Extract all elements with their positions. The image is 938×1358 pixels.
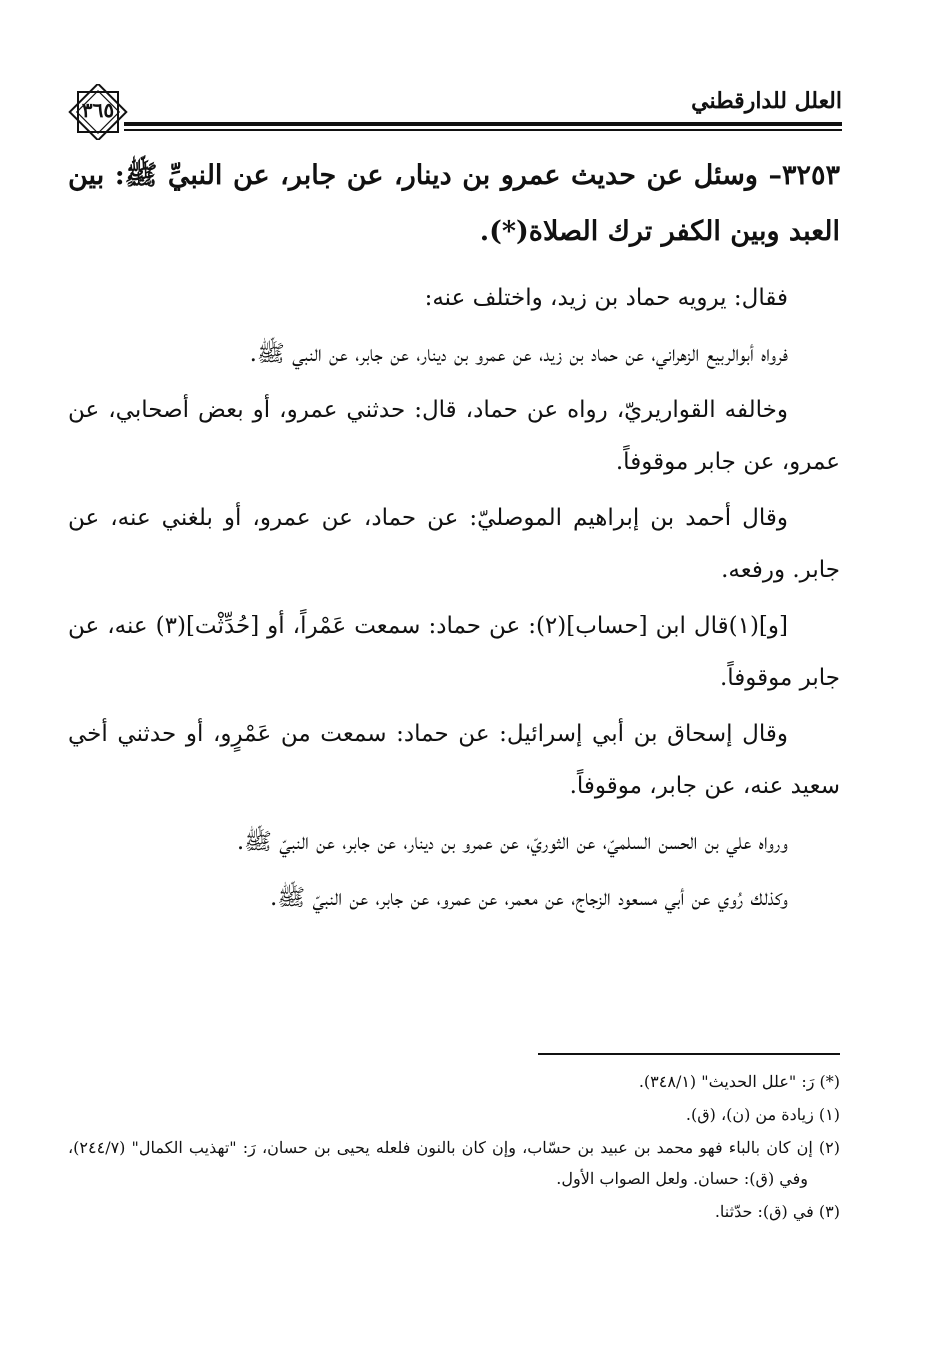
paragraph: فرواه أبوالربيع الزهراني، عن حماد بن زيد، عن عمرو بن دينار، عن جابر، عن النبي ﷺ. [249,341,788,367]
running-title: العلل للدارقطني [691,88,842,114]
paragraph: وقال أحمد بن إبراهيم الموصليّ: عن حماد، عن عمرو، أو بلغني عنه، عن جابر. ورفعه. [68,505,840,583]
paragraph: وقال إسحاق بن أبي إسرائيل: عن حماد: سمعت من عَمْرٍو، أو حدثني أخي سعيد عنه، عن جابر، موقوفاً. [68,721,840,799]
footnote-separator [538,1053,840,1055]
page-number: ٣٦٥ [81,98,115,122]
entry-heading: ٣٢٥٣– وسئل عن حديث عمرو بن دينار، عن جابر، عن النبيِّ ﷺ: بين العبد وبين الكفر ترك الصلاة(*). [68,160,840,247]
paragraph: وخالفه القواريريّ، رواه عن حماد، قال: حدثني عمرو، أو بعض أصحابي، عن عمرو، عن جابر موقوفاً. [68,397,840,475]
paragraph: وكذلك رُوي عن أبي مسعود الزجاج، عن معمر، عن عمرو، عن جابر، عن النبيّ ﷺ. [270,885,788,911]
main-text [68,148,840,928]
footnote: (٢) إن كان بالباء فهو محمد بن عبيد بن حسّاب، وإن كان بالنون فلعله يحيى بن حسان، رَ: "تهذيب الكمال" (٢٤٤/٧)، وفي (ق): حسان. ولعل الصواب الأول. [68,1138,840,1188]
header-rule-thick [124,122,842,126]
footnote: (١) زيادة من (ن)، (ق). [685,1105,840,1124]
page-header [66,84,842,140]
paragraph: [و](١)قال ابن [حساب](٢): عن حماد: سمعت عَمْراً، أو [حُدِّثْت](٣) عنه، عن جابر موقوفاً. [68,613,840,691]
header-rule-thin [124,129,842,131]
footnote: (*) رَ: "علل الحديث" (٣٤٨/١). [638,1072,840,1091]
page-number-badge [66,84,130,140]
paragraph: فقال: يرويه حماد بن زيد، واختلف عنه: [424,285,788,311]
footnote: (٣) في (ق): حدّثنا. [714,1202,840,1221]
footnotes [68,1066,840,1229]
paragraph: ورواه علي بن الحسن السلميّ، عن الثوريّ، عن عمرو بن دينار، عن جابر، عن النبيّ ﷺ. [236,829,788,855]
